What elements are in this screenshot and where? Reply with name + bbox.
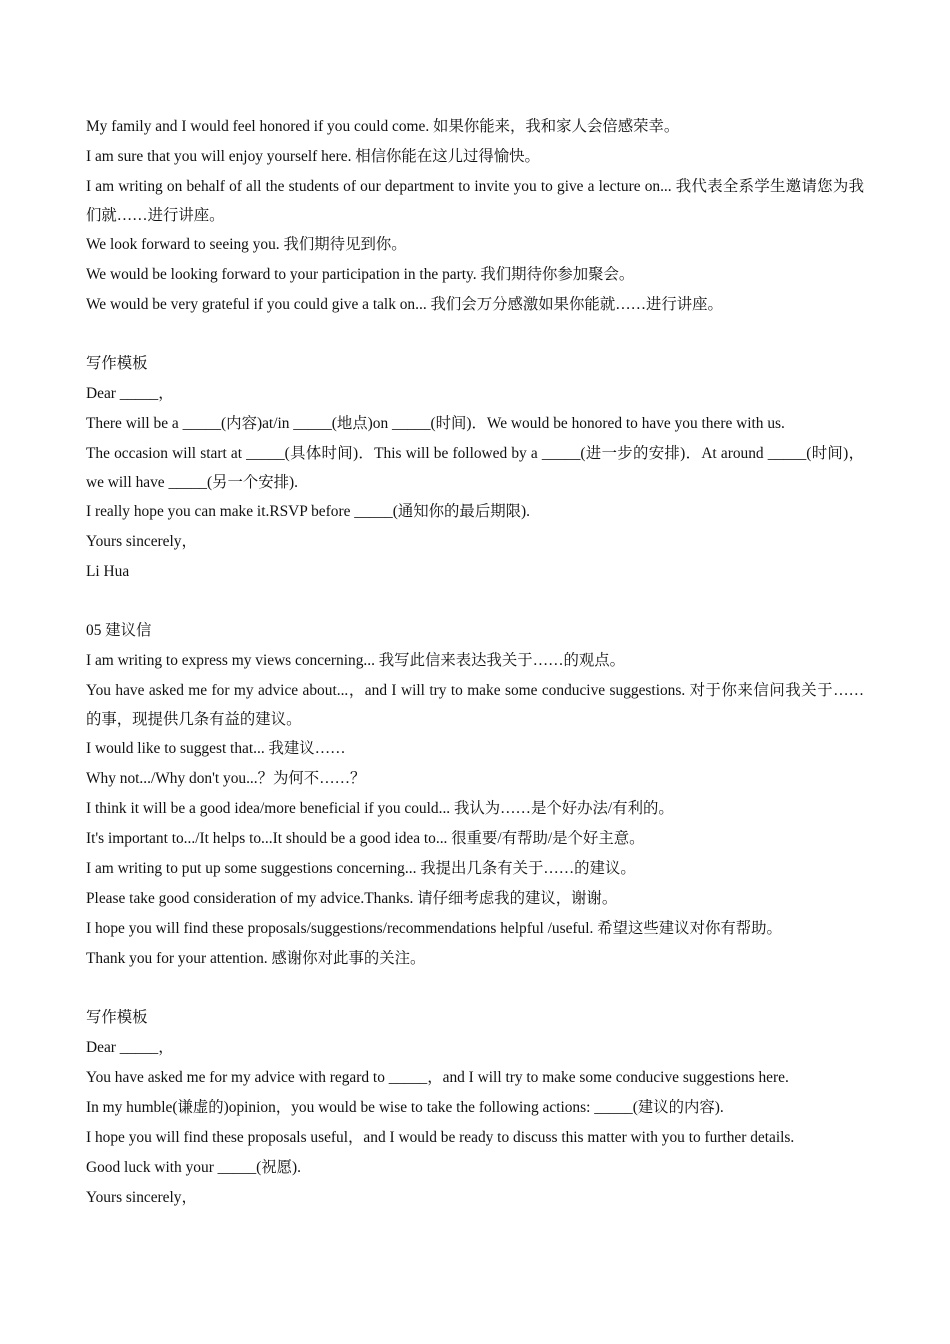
phrase-line: My family and I would feel honored if you could come. 如果你能来，我和家人会倍感荣幸。 [86, 118, 680, 135]
template-line: Good luck with your _____(祝愿). [86, 1159, 302, 1176]
spacer [86, 587, 864, 616]
phrase-line: I think it will be a good idea/more beneficial if you could... 我认为……是个好办法/有利的。 [86, 800, 674, 817]
phrase-line: We look forward to seeing you. 我们期待见到你。 [86, 236, 407, 253]
phrase-line: I hope you will find these proposals/suggestions/recommendations helpful /useful. 希望这些建议对你有帮助。 [86, 920, 782, 937]
phrase-line: I am sure that you will enjoy yourself here. 相信你能在这儿过得愉快。 [86, 148, 540, 165]
template-line: In my humble(谦虚的)opinion，you would be wise to take the following actions: _____(建议的内容). [86, 1099, 724, 1116]
template-line: Yours sincerely， [86, 533, 197, 550]
phrase-line: It's important to.../It helps to...It should be a good idea to... 很重要/有帮助/是个好主意。 [86, 830, 645, 847]
spacer [86, 320, 864, 349]
template-line: Li Hua [86, 563, 130, 580]
spacer [86, 974, 864, 1003]
section-heading: 写作模板 [86, 1009, 148, 1026]
template-line: Dear _____， [86, 385, 174, 402]
template-line: I hope you will find these proposals useful，and I would be ready to discuss this matter with you to further details. [86, 1129, 795, 1146]
template-line: Yours sincerely， [86, 1189, 197, 1206]
section-heading: 写作模板 [86, 355, 148, 372]
invitation-template [86, 349, 864, 587]
phrase-line: I am writing to express my views concerning... 我写此信来表达我关于……的观点。 [86, 652, 626, 669]
document-page [86, 112, 864, 1213]
section-heading: 05 建议信 [86, 622, 152, 639]
phrase-line: Thank you for your attention. 感谢你对此事的关注。 [86, 950, 426, 967]
template-line: Dear _____， [86, 1039, 174, 1056]
phrase-line: I am writing on behalf of all the students of our department to invite you to give a lecture on... 我代表全系学生邀请您为我们就……进行讲座。 [86, 178, 864, 224]
phrase-line: I am writing to put up some suggestions concerning... 我提出几条有关于……的建议。 [86, 860, 636, 877]
phrase-line: We would be very grateful if you could give a talk on... 我们会万分感激如果你能就……进行讲座。 [86, 296, 723, 313]
suggestion-section [86, 616, 864, 974]
template-line: There will be a _____(内容)at/in _____(地点)on _____(时间)．We would be honored to have you there with us. [86, 415, 785, 432]
invitation-phrases [86, 112, 864, 320]
phrase-line: You have asked me for my advice about...，and I will try to make some conducive suggestions. 对于你来信问我关于……的事，现提供几条有益的建议。 [86, 682, 864, 728]
phrase-line: Why not.../Why don't you...？为何不……？ [86, 770, 366, 787]
phrase-line: Please take good consideration of my advice.Thanks. 请仔细考虑我的建议，谢谢。 [86, 890, 618, 907]
phrase-line: I would like to suggest that... 我建议…… [86, 740, 346, 757]
template-line: The occasion will start at _____(具体时间)．This will be followed by a _____(进一步的安排)．At around _____(时间)，we will have _____(另一个安排). [86, 445, 864, 491]
template-line: I really hope you can make it.RSVP before _____(通知你的最后期限). [86, 503, 530, 520]
phrase-line: We would be looking forward to your participation in the party. 我们期待你参加聚会。 [86, 266, 635, 283]
suggestion-template [86, 1003, 864, 1213]
template-line: You have asked me for my advice with regard to _____，and I will try to make some conducive suggestions here. [86, 1069, 789, 1086]
